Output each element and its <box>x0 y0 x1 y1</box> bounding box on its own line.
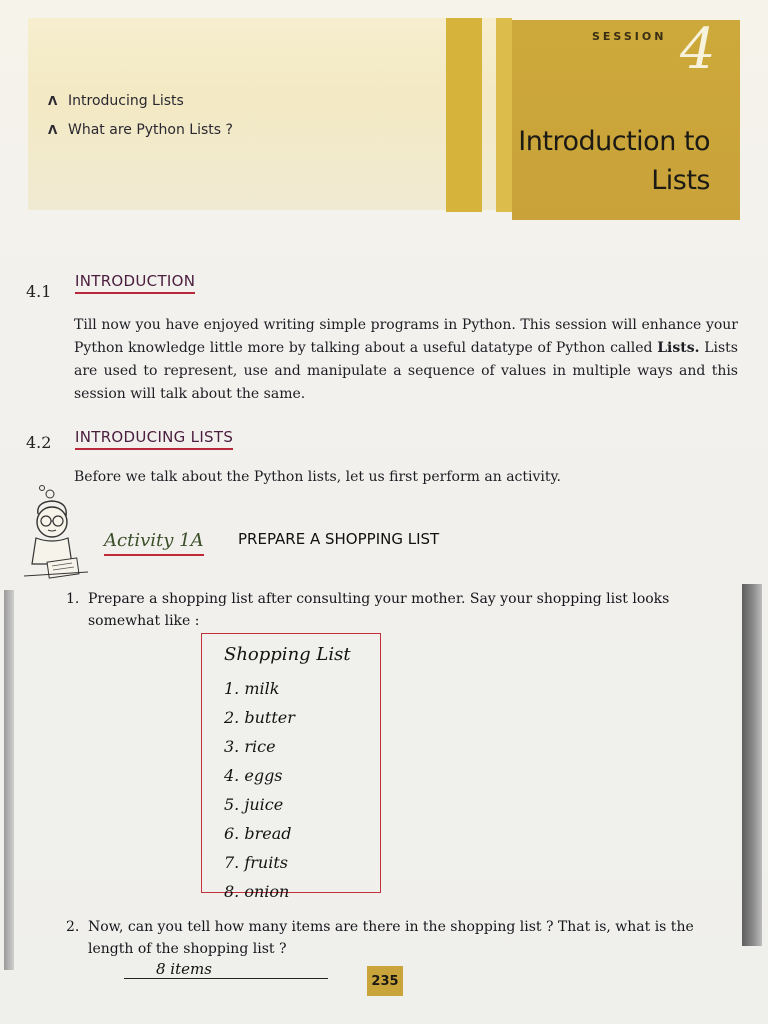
shopping-list-item: 8. onion <box>224 882 290 901</box>
paragraph-bold-term: Lists. <box>657 340 700 356</box>
shopping-list-item: 3. rice <box>224 737 276 756</box>
topic-list <box>48 86 233 144</box>
thinking-kid-illustration <box>22 484 90 588</box>
session-number: 4 <box>680 17 716 82</box>
topic-label: Introducing Lists <box>68 92 184 109</box>
question-text: Now, can you tell how many items are there in the shopping list ? That is, what is the length of the shopping list ? <box>88 919 694 957</box>
question-number: 2. <box>66 919 80 935</box>
shopping-list-item: 5. juice <box>224 795 284 814</box>
question-number: 1. <box>66 591 80 607</box>
shopping-list-item: 1. milk <box>224 679 280 698</box>
topic-label: What are Python Lists ? <box>68 121 233 138</box>
arrow-bullet-icon: Λ <box>48 93 58 108</box>
shopping-list-item: 6. bread <box>224 824 292 843</box>
shopping-list-items <box>224 674 295 906</box>
section-title: INTRODUCING LISTS <box>75 428 233 450</box>
activity-label: Activity 1A <box>104 530 204 556</box>
page-edge-shadow <box>4 590 14 970</box>
topic-item <box>48 86 233 115</box>
section-title: INTRODUCTION <box>75 272 195 294</box>
paragraph-text: Till now you have enjoyed writing simple programs in Python. This session will enhance your Python knowledge little more by talking about a useful datatype of Python called <box>74 317 738 356</box>
section-paragraph <box>74 314 738 406</box>
topic-item <box>48 115 233 144</box>
session-label: SESSION <box>592 30 667 43</box>
paragraph-text: Lists are used to represent, use and manipulate a sequence of values in multiple ways and this session will talk about the same. <box>74 340 738 402</box>
page-edge-shadow <box>742 584 762 946</box>
question-text: Prepare a shopping list after consulting your mother. Say your shopping list looks somewhat like : <box>88 591 670 629</box>
shopping-list-item: 4. eggs <box>224 766 283 785</box>
section-number: 4.2 <box>26 433 52 452</box>
question-1 <box>66 588 712 632</box>
page-number: 235 <box>367 966 403 996</box>
shopping-list-box <box>201 633 381 901</box>
answer-blank: 8 items <box>124 960 328 979</box>
session-title: Introduction to Lists <box>518 126 710 196</box>
section-paragraph: Before we talk about the Python lists, let us first perform an activity. <box>74 469 562 485</box>
shopping-list-item: 7. fruits <box>224 853 288 872</box>
question-2 <box>66 916 712 960</box>
section-number: 4.1 <box>26 282 52 301</box>
shopping-list-item: 2. butter <box>224 708 295 727</box>
shopping-list-title: Shopping List <box>224 644 351 665</box>
activity-title: PREPARE A SHOPPING LIST <box>238 530 440 548</box>
arrow-bullet-icon: Λ <box>48 122 58 137</box>
